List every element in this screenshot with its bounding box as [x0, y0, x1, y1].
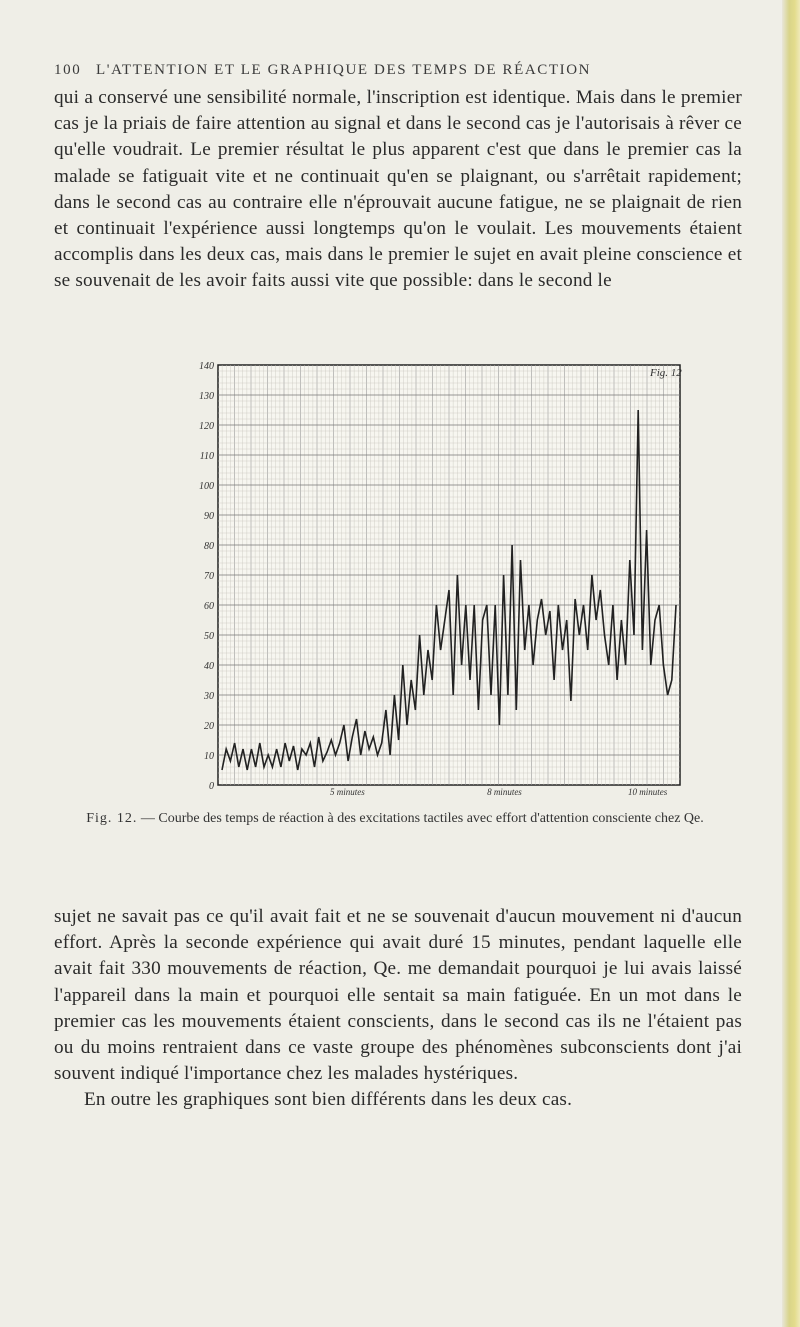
reaction-time-chart: [190, 360, 690, 800]
y-tick-label: 20: [204, 721, 214, 732]
y-tick-label: 120: [199, 421, 214, 432]
x-axis-label: 5 minutes: [329, 787, 365, 797]
figure-caption: [70, 810, 720, 828]
y-tick-label: 100: [199, 481, 214, 492]
y-axis-ticks: [199, 361, 214, 792]
y-tick-label: 140: [199, 361, 214, 372]
running-head: [54, 62, 754, 79]
text-before-figure: [54, 85, 742, 295]
y-tick-label: 110: [199, 451, 214, 462]
caption-text: — Courbe des temps de réaction à des excitations tactiles avec effort d'attention consciente chez Qe.: [140, 811, 704, 826]
paragraph: qui a conservé une sensibilité normale, l'inscription est identique. Mais dans le premier cas je la priais de faire attention au signal et dans le second cas je l'autorisais à rêver ce qu'elle voudrait. Le premier résultat le plus apparent c'est que dans le premier cas la malade se fatiguait vite et ne continuait qu'en se plaignant, ou s'arrêtait rapidement; dans le second cas au contraire elle n'éprouvait aucune fatigue, ne se plaignait de rien et continuait l'expérience aussi longtemps qu'on le voulait. Les mouvements étaient accomplis dans les deux cas, mais dans le premier le sujet en avait pleine conscience et se souvenait de les avoir faits aussi vite que possible: dans le second le: [54, 87, 742, 292]
chart-grid: [218, 365, 680, 785]
y-tick-label: 90: [204, 511, 214, 522]
page-number: 100: [54, 62, 82, 78]
y-tick-label: 60: [204, 601, 214, 612]
y-tick-label: 40: [204, 661, 214, 672]
y-tick-label: 30: [204, 691, 214, 702]
paragraph: sujet ne savait pas ce qu'il avait fait et ne se souvenait d'aucun mouvement ni d'aucun effort. Après la seconde expérience qui avait duré 15 minutes, pendant laquelle elle avait fait 330 mouvements de réaction, Qe. me demandait pourquoi je lui avais laissé l'appareil dans la main et pourquoi elle sentait sa main fatiguée. En un mot dans le premier cas les mouvements étaient conscients, dans le second cas ils ne l'étaient pas ou du moins rentraient dans ce vaste groupe des phénomènes subconscients dont j'ai souvent indiqué l'importance chez les malades hystériques.: [54, 906, 742, 1085]
y-tick-label: 0: [209, 781, 214, 792]
y-tick-label: 130: [199, 391, 214, 402]
caption-label: Fig. 12.: [86, 811, 138, 826]
running-title: L'ATTENTION ET LE GRAPHIQUE DES TEMPS DE RÉACTION: [96, 62, 592, 78]
y-tick-label: 50: [204, 631, 214, 642]
y-tick-label: 70: [204, 571, 214, 582]
y-tick-label: 10: [204, 751, 214, 762]
x-axis-label: 8 minutes: [487, 787, 522, 797]
figure-12: [190, 360, 690, 805]
x-axis-label: 10 minutes: [628, 787, 668, 797]
y-tick-label: 80: [204, 541, 214, 552]
text-after-figure: [54, 904, 742, 1114]
figure-tag: Fig. 12: [650, 367, 682, 379]
page-edge: [782, 0, 800, 1327]
x-axis-labels: [330, 787, 668, 797]
paragraph: En outre les graphiques sont bien différents dans les deux cas.: [84, 1089, 573, 1111]
